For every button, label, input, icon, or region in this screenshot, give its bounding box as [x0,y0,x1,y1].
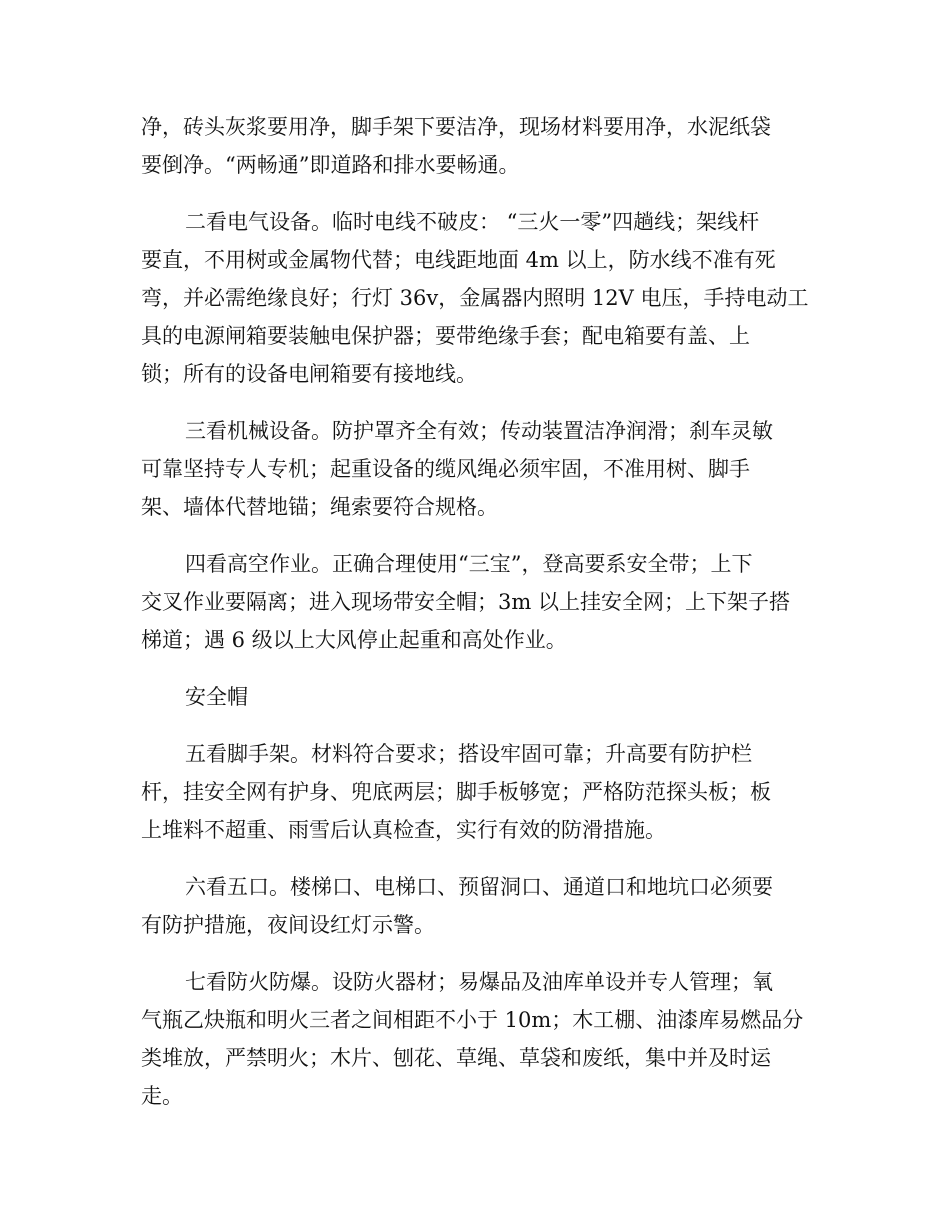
paragraph-electrical [141,203,811,393]
text-line: 要倒净。“两畅通”即道路和排水要畅通。 [141,153,520,177]
text-line: 净，砖头灰浆要用净，脚手架下要洁净，现场材料要用净，水泥纸袋 [141,115,771,139]
document-body [141,108,811,1134]
text-line: 六看五口。楼梯口、电梯口、预留洞口、通道口和地坑口必须要 [185,875,773,899]
text-line: 三看机械设备。防护罩齐全有效；传动装置洁净润滑；刹车灵敏 [185,419,773,443]
paragraph-1 [141,108,811,184]
text-line: 安全帽 [185,685,248,709]
text-line: 架、墙体代替地锚；绳索要符合规格。 [141,495,498,519]
text-line: 二看电气设备。临时电线不破皮： “三火一零”四趟线；架线杆 [185,210,760,234]
text-line: 弯，并必需绝缘良好；行灯 36v，金属器内照明 12V 电压，手持电动工 [141,286,809,310]
text-line: 五看脚手架。材料符合要求；搭设牢固可靠；升高要有防护栏 [185,742,752,766]
text-line: 七看防火防爆。设防火器材；易爆品及油库单设并专人管理；氧 [185,970,773,994]
text-line: 四看高空作业。正确合理使用“三宝”，登高要系安全带；上下 [185,552,753,576]
text-line: 锁；所有的设备电闸箱要有接地线。 [141,362,477,386]
text-line: 杆，挂安全网有护身、兜底两层；脚手板够宽；严格防范探头板；板 [141,780,771,804]
paragraph-five-openings [141,868,811,944]
text-line: 要直，不用树或金属物代替；电线距地面 4m 以上，防水线不准有死 [141,248,776,272]
text-line: 可靠坚持专人专机；起重设备的缆风绳必须牢固，不准用树、脚手 [141,457,750,481]
paragraph-machinery [141,412,811,526]
paragraph-fire-explosion [141,963,811,1115]
text-line: 交叉作业要隔离；进入现场带安全帽；3m 以上挂安全网；上下架子搭 [141,590,790,614]
paragraph-scaffolding [141,735,811,849]
text-line: 走。 [141,1084,183,1108]
text-line: 类堆放，严禁明火；木片、刨花、草绳、草袋和废纸，集中并及时运 [141,1046,771,1070]
text-line: 梯道；遇 6 级以上大风停止起重和高处作业。 [141,628,567,652]
text-line: 上堆料不超重、雨雪后认真检查，实行有效的防滑措施。 [141,818,666,842]
paragraph-safety-helmet [141,678,811,716]
text-line: 具的电源闸箱要装触电保护器；要带绝缘手套；配电箱要有盖、上 [141,324,750,348]
paragraph-high-altitude [141,545,811,659]
text-line: 有防护措施，夜间设红灯示警。 [141,913,435,937]
text-line: 气瓶乙炔瓶和明火三者之间相距不小于 10m；木工棚、油漆库易燃品分 [141,1008,804,1032]
